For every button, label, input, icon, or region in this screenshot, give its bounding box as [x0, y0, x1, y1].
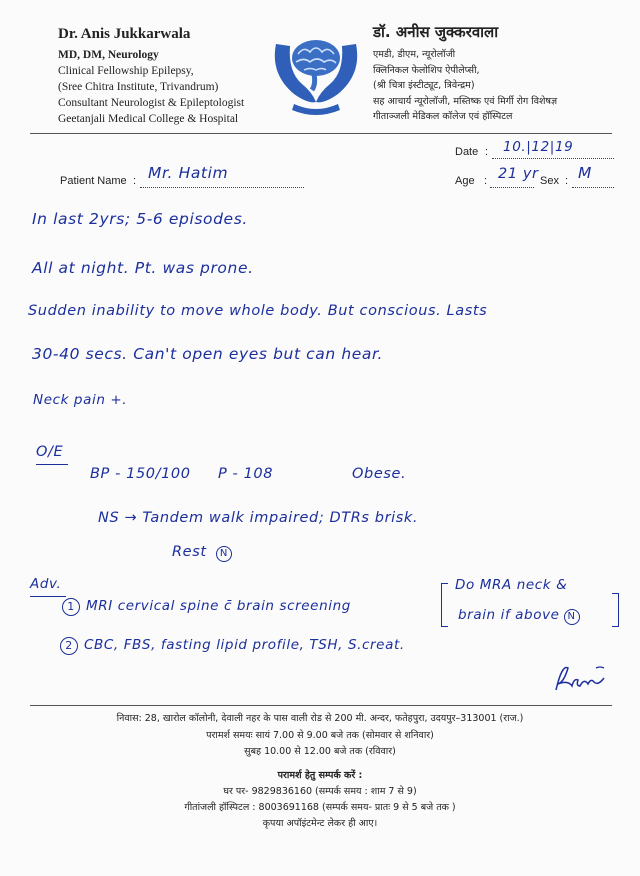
- age-value: 21 yr: [498, 166, 539, 182]
- sex-colon: :: [565, 175, 569, 187]
- doctor-info-english: [58, 26, 288, 127]
- institute: (Sree Chitra Institute, Trivandrum): [58, 81, 219, 93]
- footer-timing-sunday: सुबह 10.00 से 12.00 बजे तक (रविवार): [244, 746, 396, 757]
- oe-underline: [36, 464, 68, 465]
- doctor-info-hindi: [373, 22, 623, 125]
- age-colon: :: [484, 175, 488, 187]
- qualification-hindi: एमडी, डीएम, न्यूरोलॉजी: [373, 49, 456, 60]
- hospital-hindi: गीताञ्जली मेडिकल कॉलेज एवं हॉस्पिटल: [373, 111, 513, 122]
- signature: [552, 660, 608, 696]
- brain-hands-logo-icon: [268, 24, 364, 116]
- doctor-name-hindi: डॉ. अनीस जुक्करवाला: [373, 23, 499, 41]
- date-dotted-line: [492, 157, 614, 159]
- oe-bp: BP - 150/100: [90, 466, 191, 482]
- header-divider: [30, 133, 612, 134]
- footer-divider: [30, 705, 612, 706]
- age-label: Age: [455, 175, 475, 187]
- patient-name-colon: :: [133, 175, 137, 187]
- footer-contact-title: परामर्श हेतु सम्पर्क करें :: [277, 770, 363, 781]
- designation: Consultant Neurologist & Epileptologist: [58, 97, 245, 109]
- hospital: Geetanjali Medical College & Hospital: [58, 113, 239, 125]
- oe-obese: Obese.: [352, 466, 407, 482]
- normal-circle-icon: N: [216, 546, 232, 562]
- advice-note-line-1: Do MRA neck &: [455, 577, 568, 593]
- designation-hindi: सह आचार्य न्यूरोलॉजी, मस्तिष्क एवं मिर्गी रोग विशेषज्ञ: [373, 95, 558, 107]
- normal-circle-icon: N: [564, 609, 580, 625]
- oe-label: O/E: [36, 444, 64, 460]
- right-bracket: [612, 593, 619, 627]
- advice-note-line-2: brain if above N: [458, 607, 586, 625]
- note-line-2: All at night. Pt. was prone.: [32, 259, 254, 277]
- footer-timing-weekday: परामर्श समयः सायं 7.00 से 9.00 बजे तक (सोमवार से शनिवार): [206, 730, 434, 741]
- advice-item-1: 1 MRI cervical spine c̄ brain screening: [62, 598, 351, 616]
- sex-dotted-line: [572, 186, 614, 188]
- doctor-name-english: Dr. Anis Jukkarwala: [58, 26, 191, 42]
- date-colon: :: [485, 146, 489, 158]
- age-dotted-line: [490, 186, 534, 188]
- footer-address: निवास: 28, खारोल कॉलोनी, देवाली नहर के पास वाली रोड से 200 मी. अन्दर, फतेहपुरा, उदयपुर–313001 (राज.): [116, 713, 524, 724]
- left-bracket: [441, 583, 448, 627]
- sex-value: M: [578, 164, 592, 182]
- advice-item-2: 2 CBC, FBS, fasting lipid profile, TSH, S.creat.: [60, 637, 405, 655]
- footer-appointment-note: कृपया अपॉइंटमेन्ट लेकर ही आए।: [262, 818, 378, 829]
- number-1-circle-icon: 1: [62, 598, 80, 616]
- patient-name-dotted-line: [140, 186, 304, 188]
- note-line-5: Neck pain +.: [33, 392, 128, 408]
- advice-underline: [30, 596, 66, 597]
- oe-pulse: P - 108: [218, 466, 274, 482]
- footer-phone-hospital: गीतांजली हॉस्पिटल : 8003691168 (सम्पर्क समय- प्रातः 9 से 5 बजे तक ): [184, 802, 456, 813]
- ns-findings: NS → Tandem walk impaired; DTRs brisk.: [98, 510, 419, 526]
- fellowship-hindi: क्लिनिकल फेलोशिप ऐपीलेप्सी,: [373, 64, 480, 76]
- date-value: 10.|12|19: [503, 139, 574, 155]
- fellowship: Clinical Fellowship Epilepsy,: [58, 65, 194, 77]
- number-2-circle-icon: 2: [60, 637, 78, 655]
- rest-findings: Rest N: [172, 544, 238, 562]
- patient-name-value: Mr. Hatim: [148, 164, 229, 182]
- note-line-1: In last 2yrs; 5-6 episodes.: [32, 210, 248, 228]
- patient-name-label: Patient Name: [60, 175, 127, 187]
- date-label: Date: [455, 146, 479, 158]
- footer-phone-home: घर पर- 9829836160 (सम्पर्क समय : शाम 7 से 9): [223, 786, 417, 797]
- qualification: MD, DM, Neurology: [58, 49, 159, 61]
- sex-label: Sex: [540, 175, 559, 187]
- note-line-4: 30-40 secs. Can't open eyes but can hear.: [32, 345, 384, 363]
- advice-label: Adv.: [30, 576, 62, 592]
- note-line-3: Sudden inability to move whole body. But conscious. Lasts: [28, 303, 488, 319]
- institute-hindi: (श्री चित्रा इंस्टीट्यूट, त्रिवेन्द्रम): [373, 80, 475, 91]
